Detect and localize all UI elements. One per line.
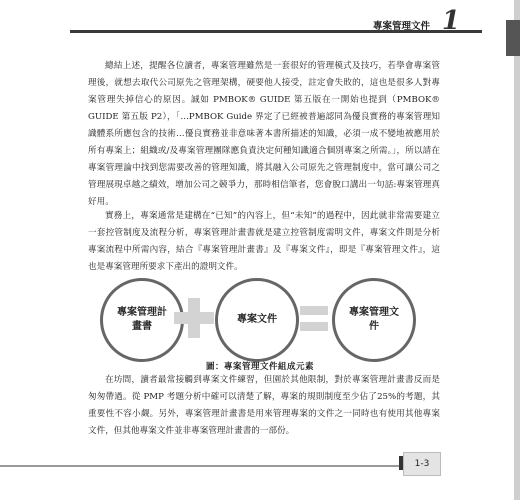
diagram-label-documents: 專案文件 [237, 314, 277, 325]
diagram-circle-result [332, 278, 416, 362]
diagram-label-plan: 專案管理計畫書 [117, 307, 167, 332]
paragraph-market: 在坊間，讀者最常接觸到專案文件練習，但園於其他限制，對於專案管理計畫書反而是匆匆帶過。從 PMP 考題分析中確可以清楚了解，專案的規則制度至少佔了25%的考題，其重要性不容小觑。另外，專案管理計畫書是用來管理專案的文件之一同時也有使用其他專案文件，但其他專案文件並非專案管理計畫書的一部份。 [88, 375, 440, 436]
paragraph-summary: 總結上述，提醒各位讀者，專案管理雖然是一套很好的管理模式及技巧，若學會專案管理後，就想去取代公司原先之管理架構，硬要他人接受，註定會失敗的，這也是很多人對專案管理失掉信心的原因。誠如 PMBOK® GUIDE 第五版在一開始也提到（PMBOK® GUIDE 第五版 P2），「…PMBOK Guide 界定了已經被普遍認同為優良實務的專案管理知識體系所應包含的技術…優良實務並非意味著本書所描述的知識，必須一成不變地被應用於所有專案上；組織或/及專案管理團隊應負責決定何種知識適合個別專案之所需。」，所以請在專案管理論中找到您需要改善的管理知識，將其融入公司原先之管理制度中，當可讓公司之管理展現卓越之績效，增加公司之競爭力，那時相信筆者，您會脫口講出一句話:專案管理真好用。 [88, 61, 440, 207]
diagram-circle-plan [100, 278, 184, 362]
chapter-tab [506, 20, 520, 56]
plus-sign-horizontal [174, 312, 214, 324]
page-number: 1-3 [403, 452, 441, 476]
chapter-number: 1 [441, 6, 460, 36]
diagram-circle-documents [215, 278, 299, 362]
diagram-label-result: 專案管理文件 [349, 307, 399, 332]
paragraph-practice: 實務上，專案通常是建構在“已知”的內容上，但“未知”的過程中，因此就非常需要建立一套控管制度及流程分析，專案管理計畫書就是建立控管制度需明文件，專案文件則是分析專案流程中所需內容，結合『專案管理計畫書』及『專案文件』，即是『專案管理文件』，這也是專案管理所要求下產出的證明文件。 [88, 211, 440, 272]
figure-caption: 圖：專案管理文件組成元素 [205, 362, 314, 372]
footer-rule [0, 465, 400, 467]
equals-sign-top [300, 306, 328, 315]
page-edge-bar [514, 0, 520, 500]
equals-sign-bottom [300, 322, 328, 331]
running-header-title: 專案管理文件 [372, 21, 430, 32]
